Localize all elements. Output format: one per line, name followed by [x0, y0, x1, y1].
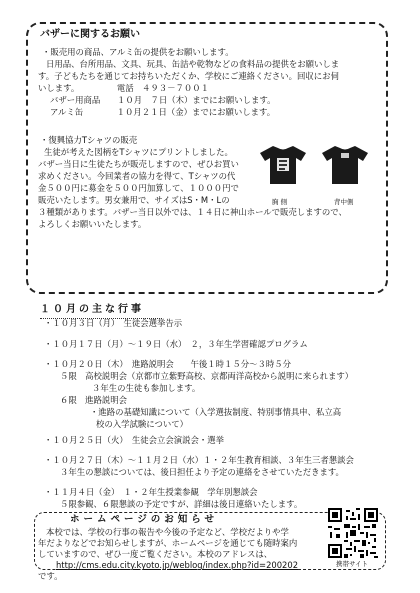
- mobile-site-qr-code: [328, 508, 378, 558]
- event-item: ・１１月４日（金） １・２年生授業参観 学年別懇談会: [44, 487, 258, 497]
- tshirt-line: バザー当日に生徒たちが販売しますので、ぜひお買い: [38, 159, 239, 169]
- tshirt-front-label: 胸 側: [272, 198, 288, 206]
- homepage-line: 年だよりなどでお知らせしますが、ホームページを通じても随時案内: [38, 538, 298, 548]
- event-detail: ３年生の懇談については、後日担任より予定の連絡をさせていただきます。: [60, 467, 344, 477]
- bazaar-line: いします。 電話 ４９３－７００１: [38, 83, 210, 93]
- tshirt-line: ３種類があります。バザー当日以外では、１４日に神山ホールで販売しますので、: [38, 207, 347, 217]
- qr-caption: 携帯サイト: [336, 560, 369, 568]
- homepage-title: ホームページのお知らせ: [70, 514, 219, 525]
- event-item: ・１０月２７日（木）～１１月２日（水）１・２年生教育相談、３年生三者懇談会: [44, 455, 354, 465]
- homepage-tail: です。: [38, 571, 63, 581]
- bazaar-line: アルミ缶 １０月２１日（金）までにお願いします。: [50, 107, 276, 117]
- tshirt-front-image: [258, 144, 308, 186]
- bazaar-line: ・販売用の商品、アルミ缶の提供をお願いします。: [42, 47, 234, 57]
- tshirt-line: 金５００円に募金を５００円加算して、１０００円で: [38, 183, 239, 193]
- event-item: ・１０月２５日（火） 生徒会立会演説会・選挙: [44, 435, 225, 445]
- event-detail: ６限 進路説明会: [60, 395, 127, 405]
- tshirt-back-label: 背中側: [334, 198, 354, 206]
- event-item: ・１０月２０日（木） 進路説明会 午後１時１５分～３時５分: [44, 359, 292, 369]
- tshirt-line: 販売いたします。男女兼用で、サイズはS・M・Lの: [38, 195, 230, 205]
- event-detail: ３年生の生徒も参加します。: [92, 383, 201, 393]
- bazaar-line: す。子どもたちを通じてお持ちいただくか、学校にご連絡ください。回収にお伺: [38, 71, 339, 81]
- tshirt-line: 求めください。今回業者の協力を得て、Tシャツの代: [38, 171, 236, 181]
- event-detail: ・進路の基礎知識について（入学選抜制度、特別事情具申、私立高: [90, 407, 342, 417]
- bazaar-title: バザーに関するお願い: [40, 29, 140, 40]
- events-title: １０月の主な行事: [40, 304, 144, 315]
- bazaar-line: バザー用商品 １０月 ７日（木）までにお願いします。: [50, 95, 276, 105]
- tshirt-heading: ・復興協力Tシャツの販売: [40, 135, 138, 145]
- homepage-line: していますので、ぜひ一度ご覧ください。本校のアドレスは、: [38, 549, 273, 559]
- event-detail: 校の入学試験について）: [96, 419, 188, 429]
- tshirt-line: よろしくお願いいたします。: [38, 219, 147, 229]
- homepage-line: 本校では、学校の行事の報告や今後の予定など、学校だよりや学: [46, 527, 289, 537]
- tshirt-back-image: [320, 144, 370, 186]
- event-detail: ５限参観、６限懇談の予定ですが、詳細は後日連絡いたします。: [60, 499, 303, 509]
- bazaar-line: 日用品、台所用品、文具、玩具、缶詰や乾物などの食料品の提供をお願いしま: [46, 59, 340, 69]
- event-item: ・１０月１７日（月）～１９日（水） ２，３年生学習確認プログラム: [44, 339, 308, 349]
- tshirt-line: 生徒が考えた図柄をTシャツにプリントしました。: [44, 147, 233, 157]
- homepage-url-link[interactable]: http://cms.edu.city.kyoto.jp/weblog/index.php?id=200202: [56, 560, 299, 570]
- event-detail: ５限 高校説明会（京都市立紫野高校、京都両洋高校から説明に来られます）: [60, 371, 354, 381]
- event-item: ・１０月３日（月） 生徒会選挙告示: [44, 318, 183, 328]
